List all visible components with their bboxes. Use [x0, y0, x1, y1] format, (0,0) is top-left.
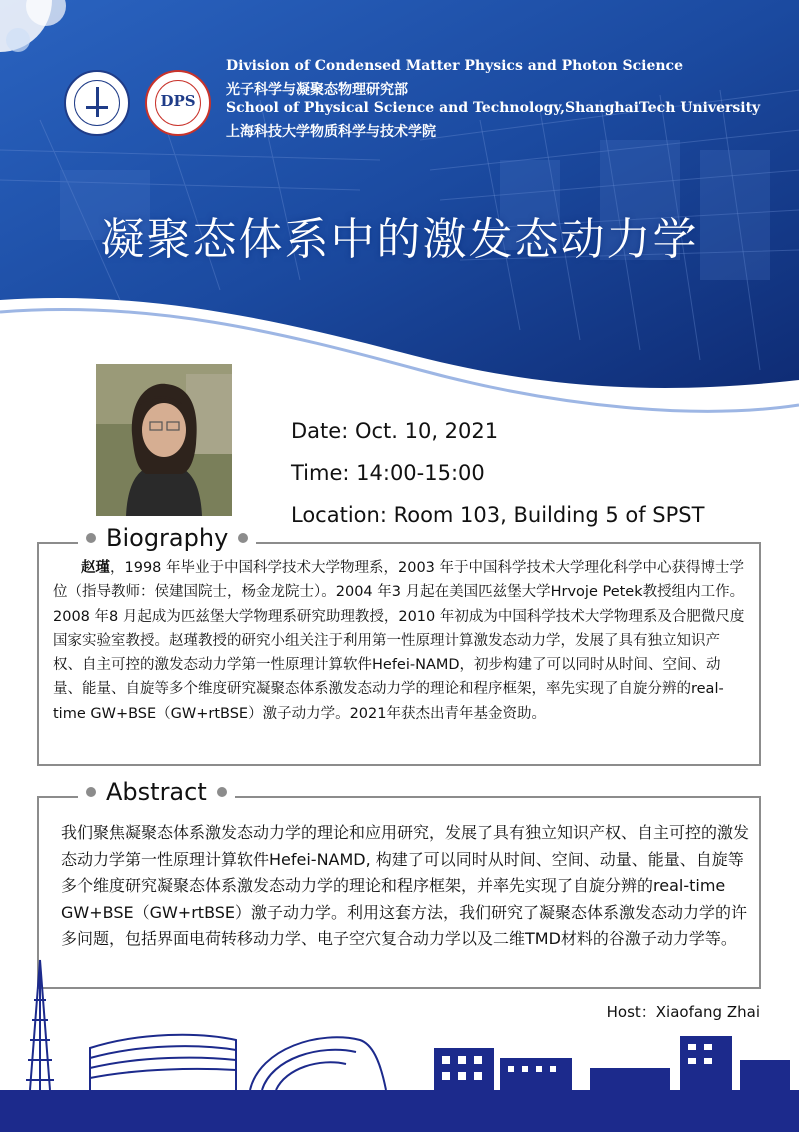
abstract-text: 我们聚焦凝聚态体系激发态动力学的理论和应用研究，发展了具有独立知识产权、自主可控的激发态动力学第一性原理计算软件Hefei-NAMD, 构建了可以同时从时间、空间、动量、能量、自旋等多个维度研究凝聚态体系激发态动力学的理论和程序框架，并率先实现了自旋分辨的real-time GW+BSE（GW+rtBSE）激子动力学。利用这套方法，我们研究了凝聚态体系激发态动力学的许多问题，包括界面电荷转移动力学、电子空穴复合动力学以及二维TMD材料的谷激子动力学等。 — [61, 823, 750, 948]
biography-box — [37, 542, 761, 766]
talk-title: 凝聚态体系中的激发态动力学 — [100, 214, 699, 265]
abstract-heading-text: Abstract — [106, 778, 207, 806]
host-name: Host：Xiaofang Zhai — [606, 1003, 760, 1021]
bullet-dot-icon — [86, 533, 96, 543]
bullet-dot-icon — [238, 533, 248, 543]
dps-logo-mark: DPS — [160, 92, 196, 110]
school-name-en: School of Physical Science and Technology,ShanghaiTech University — [226, 100, 761, 116]
school-name-cn: 上海科技大学物质科学与技术学院 — [226, 124, 436, 140]
biography-heading — [78, 524, 256, 552]
event-location: Location: Room 103, Building 5 of SPST — [291, 503, 705, 527]
speaker-name: 赵瑾 — [81, 560, 110, 576]
biography-text — [53, 556, 747, 726]
biography-heading-text: Biography — [106, 524, 229, 552]
shanghaitech-logo — [64, 70, 130, 136]
biography-body: ，1998 年毕业于中国科学技术大学物理系，2003 年于中国科学技术大学理化科学中心获得博士学位（指导教师：侯建国院士，杨金龙院士）。2004 年3 月起在美国匹兹堡大学Hrvoje Petek教授组内工作。2008 年8 月起成为匹兹堡大学物理系研究助理教授，2010 年初成为中国科学技术大学物理系及合肥微尺度国家实验室教授。赵瑾教授的研究小组关注于利用第一性原理计算激发态动力学，发展了具有独立知识产权、自主可控的激发态动力学第一性原理计算软件Hefei-NAMD，初步构建了可以同时从时间、空间、动量、能量、自旋等多个维度研究凝聚态体系激发态动力学的理论和程序框架，率先实现了自旋分辨的real-time GW+BSE（GW+rtBSE）激子动力学。2021年获杰出青年基金资助。 — [53, 560, 745, 722]
dps-logo — [145, 70, 211, 136]
header-banner — [0, 0, 799, 420]
speaker-photo — [96, 364, 232, 516]
bullet-dot-icon — [86, 787, 96, 797]
event-time: Time: 14:00-15:00 — [291, 461, 485, 485]
bullet-dot-icon — [217, 787, 227, 797]
footer-skyline — [0, 940, 799, 1132]
event-date: Date: Oct. 10, 2021 — [291, 419, 499, 443]
division-name-cn: 光子科学与凝聚态物理研究部 — [226, 82, 408, 98]
abstract-heading — [78, 778, 235, 806]
shanghaitech-logo-mark — [84, 87, 110, 117]
division-name-en: Division of Condensed Matter Physics and Photon Science — [226, 58, 683, 74]
